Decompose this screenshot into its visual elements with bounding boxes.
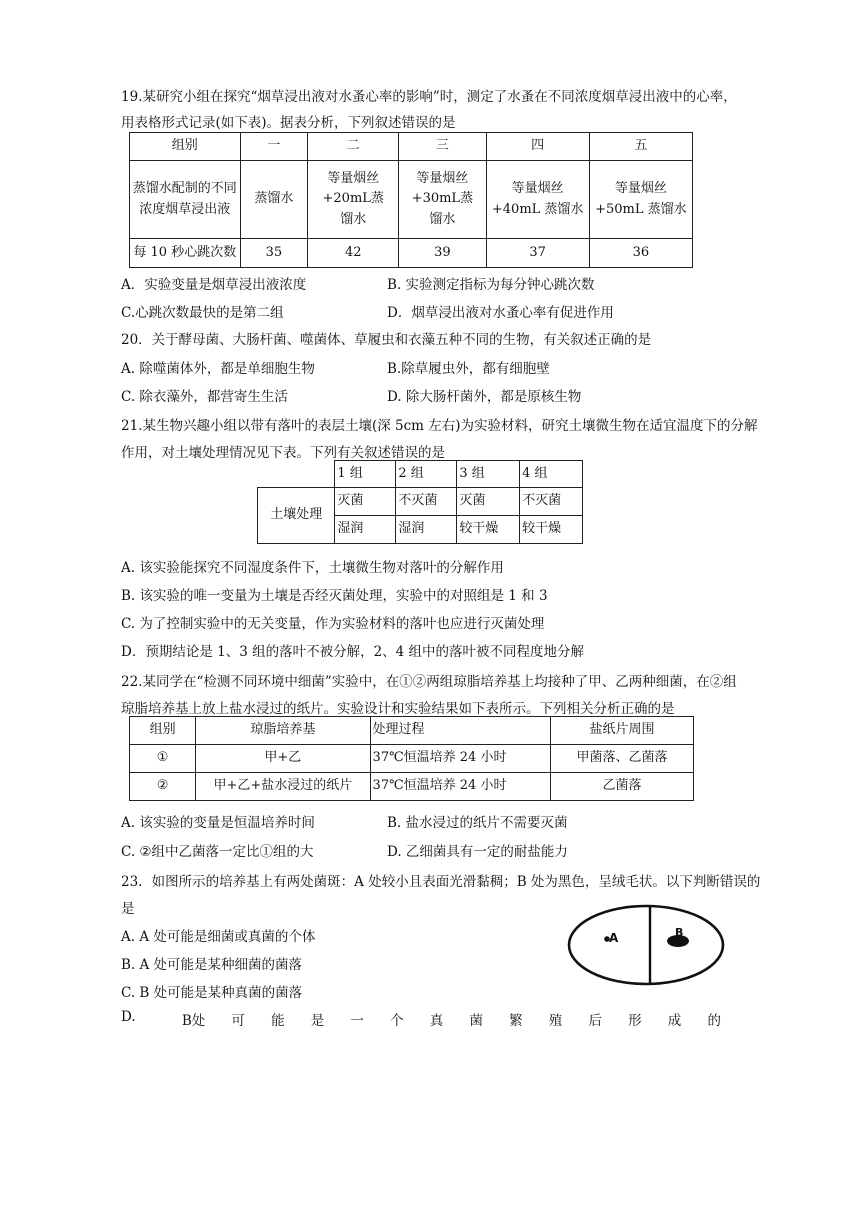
q19-header-row	[130, 133, 693, 161]
q19-heartbeat-row	[130, 239, 693, 268]
colony-a-label: A	[609, 931, 619, 945]
q19-option-c: C.心跳次数最快的是第二组	[121, 305, 284, 321]
q19-header-cell: 五	[589, 133, 692, 161]
q19-option-a: A．实验变量是烟草浸出液浓度	[121, 277, 307, 293]
q21-cell: 不灭菌	[520, 488, 583, 516]
q23-option-d-part: 可	[231, 1013, 245, 1029]
q22-header-cell: 处理过程	[370, 717, 550, 745]
q19-cell: 等量烟丝+20mL蒸馏水	[308, 161, 399, 239]
colony-b-label: B	[675, 926, 684, 939]
q23-option-d-part: 殖	[548, 1013, 563, 1029]
q19-option-d: D．烟草浸出液对水蚤心率有促进作用	[387, 305, 614, 321]
q22-option-a: A. 该实验的变量是恒温培养时间	[121, 815, 315, 831]
q21-cell: 较干燥	[520, 516, 583, 544]
q21-header-cell: 1 组	[335, 461, 396, 488]
q19-cell: 等量烟丝+30mL蒸馏水	[399, 161, 486, 239]
q19-header-cell: 四	[486, 133, 589, 161]
q21-cell: 不灭菌	[396, 488, 457, 516]
q19-stem-line1: 19.某研究小组在探究“烟草浸出液对水蚤心率的影响”时，测定了水蚤在不同浓度烟草浸出液中的心率，	[121, 89, 737, 105]
q22-cell: 甲+乙	[196, 745, 370, 773]
q19-cell: 36	[589, 239, 692, 268]
q22-header-cell: 组别	[130, 717, 196, 745]
q19-concentration-row	[130, 161, 693, 239]
q23-option-d	[121, 1009, 721, 1029]
q23-option-d-part: 能	[271, 1013, 285, 1029]
q23-option-d-part: 个	[390, 1013, 404, 1029]
q22-cell: 37℃恒温培养 24 小时	[370, 745, 550, 773]
q20-option-d: D. 除大肠杆菌外，都是原核生物	[387, 389, 582, 405]
q19-cell: 42	[308, 239, 399, 268]
q21-header-cell: 3 组	[457, 461, 520, 488]
q21-corner-cell	[258, 461, 335, 488]
q21-cell: 较干燥	[457, 516, 520, 544]
q19-cell: 蒸馏水	[240, 161, 308, 239]
q22-cell: 甲菌落、乙菌落	[550, 745, 693, 773]
q22-cell: 乙菌落	[550, 773, 693, 801]
q23-option-d-part: B处	[181, 1013, 206, 1029]
q22-cell: 37℃恒温培养 24 小时	[370, 773, 550, 801]
q23-option-d-part: 形	[628, 1013, 642, 1029]
q21-cell: 灭菌	[335, 488, 396, 516]
q21-cell: 湿润	[335, 516, 396, 544]
petri-dish-outline	[569, 906, 723, 984]
q19-cell: 37	[486, 239, 589, 268]
q22-stem-line1: 22.某同学在“检测不同环境中细菌”实验中，在①②两组琼脂培养基上均接种了甲、乙两种细菌，在②组	[121, 674, 737, 690]
q21-cell: 灭菌	[457, 488, 520, 516]
q19-header-cell: 一	[240, 133, 308, 161]
q19-cell: 35	[240, 239, 308, 268]
q19-row-label: 每 10 秒心跳次数	[130, 239, 241, 268]
q19-header-cell: 三	[399, 133, 486, 161]
q22-row-1	[130, 745, 694, 773]
q23-option-d-part: 的	[707, 1013, 721, 1029]
q23-option-d-part: 一	[350, 1013, 364, 1029]
q23-option-d-part: 是	[310, 1013, 325, 1029]
q21-header-cell: 4 组	[520, 461, 583, 488]
q21-table	[257, 460, 583, 544]
q22-row-2	[130, 773, 694, 801]
q20-option-b: B.除草履虫外，都有细胞壁	[387, 361, 550, 377]
q20-option-a: A. 除噬菌体外，都是单细胞生物	[121, 361, 315, 377]
q19-header-cell: 二	[308, 133, 399, 161]
q22-header-cell: 盐纸片周围	[550, 717, 693, 745]
q23-stem-line1: 23．如图所示的培养基上有两处菌斑：A 处较小且表面光滑黏稠；B 处为黑色，呈绒毛状。以下判断错误的	[121, 874, 761, 890]
q22-option-d: D. 乙细菌具有一定的耐盐能力	[387, 844, 568, 860]
q23-option-d-part: 菌	[469, 1013, 483, 1029]
q21-sterilize-row	[258, 488, 583, 516]
q19-header-cell: 组别	[130, 133, 241, 161]
q22-cell: ②	[130, 773, 196, 801]
q21-row-label: 土壤处理	[258, 488, 335, 544]
q19-table	[129, 132, 693, 268]
q23-option-b: B. A 处可能是某种细菌的菌落	[121, 957, 303, 973]
q21-option-c: C. 为了控制实验中的无关变量，作为实验材料的落叶也应进行灭菌处理	[121, 616, 545, 632]
q21-option-d: D．预期结论是 1、3 组的落叶不被分解，2、4 组中的落叶被不同程度地分解	[121, 644, 585, 660]
q23-option-d-part: 后	[588, 1013, 602, 1029]
q22-cell: ①	[130, 745, 196, 773]
q22-stem-line2: 琼脂培养基上放上盐水浸过的纸片。实验设计和实验结果如下表所示。下列相关分析正确的是	[121, 701, 675, 717]
q23-option-d-part: 成	[667, 1013, 682, 1029]
q21-stem-line2: 作用，对土壤处理情况见下表。下列有关叙述错误的是	[121, 445, 445, 461]
q19-option-b: B. 实验测定指标为每分钟心跳次数	[387, 277, 595, 293]
q19-row-label: 蒸馏水配制的不同浓度烟草浸出液	[130, 161, 241, 239]
q21-header-cell: 2 组	[396, 461, 457, 488]
q20-stem: 20．关于酵母菌、大肠杆菌、噬菌体、草履虫和衣藻五种不同的生物，有关叙述正确的是	[121, 332, 652, 348]
q23-option-a: A. A 处可能是细菌或真菌的个体	[121, 929, 316, 945]
q23-option-d-part: 繁	[509, 1013, 523, 1029]
q22-option-b: B. 盐水浸过的纸片不需要灭菌	[387, 815, 568, 831]
q21-option-a: A. 该实验能探究不同湿度条件下，土壤微生物对落叶的分解作用	[121, 560, 504, 576]
q21-stem-line1: 21.某生物兴趣小组以带有落叶的表层土壤(深 5cm 左右)为实验材料，研究土壤微生物在适宜温度下的分解	[121, 418, 758, 434]
q22-table	[129, 716, 694, 801]
q22-header-row	[130, 717, 694, 745]
q23-option-d-part: 真	[429, 1013, 444, 1029]
q19-cell: 等量烟丝+40mL 蒸馏水	[486, 161, 589, 239]
q20-option-c: C. 除衣藻外，都营寄生生活	[121, 389, 288, 405]
q22-option-c: C. ②组中乙菌落一定比①组的大	[121, 844, 314, 860]
q21-header-row	[258, 461, 583, 488]
q19-cell: 39	[399, 239, 486, 268]
q22-cell: 甲+乙+盐水浸过的纸片	[196, 773, 370, 801]
q19-stem-line2: 用表格形式记录(如下表)。据表分析，下列叙述错误的是	[121, 115, 456, 131]
q23-stem-line2: 是	[121, 901, 135, 917]
q23-option-c: C. B 处可能是某种真菌的菌落	[121, 985, 303, 1001]
q19-cell: 等量烟丝+50mL 蒸馏水	[589, 161, 692, 239]
q21-option-b: B. 该实验的唯一变量为土壤是否经灭菌处理，实验中的对照组是 1 和 3	[121, 588, 548, 604]
petri-dish-figure	[566, 902, 726, 988]
q21-cell: 湿润	[396, 516, 457, 544]
q23-option-d-part: D.	[121, 1009, 136, 1025]
q22-header-cell: 琼脂培养基	[196, 717, 370, 745]
